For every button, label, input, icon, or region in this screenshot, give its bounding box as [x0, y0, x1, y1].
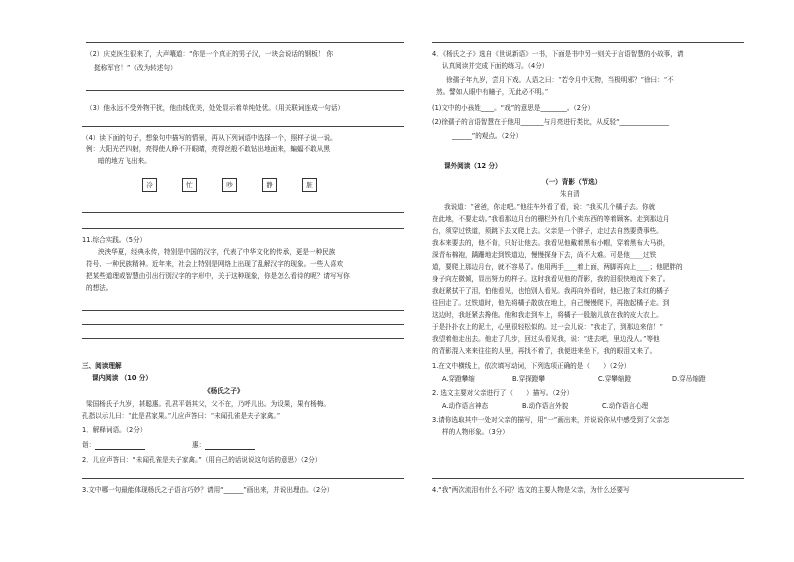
- article-line: 深青布棉袍，蹒跚地走到铁道边，慢慢探身下去，尚不大难。可是他____过铁: [432, 251, 657, 259]
- article-line: 身子向左微倾，显出努力的样子。这时我看见他的背影，我的泪很快地流下来了。: [432, 275, 670, 283]
- exercise-1-item: [192, 441, 255, 450]
- article-author: 朱自清: [560, 190, 580, 198]
- question-11: 11.综合实践。（5分）: [82, 236, 147, 244]
- answer-blank[interactable]: [95, 449, 145, 450]
- answer-line: [82, 212, 404, 213]
- question-r4-cont: 认真阅读并完成下面的练习。（4分）: [442, 62, 549, 70]
- passage-line: 梁国杨氏子九岁，甚聪惠。孔君平诣其父，父不在，乃呼儿出。为设果，果有杨梅。: [86, 400, 330, 408]
- exercise-1-label: 诣：: [82, 441, 96, 449]
- option-a[interactable]: A.穿蹬攀缩: [442, 375, 475, 383]
- answer-line: [82, 126, 404, 127]
- question-4: （4）读下面的句子，想象句中描写的情景，再从下列词语中选择一个，照样子说一说。: [82, 134, 337, 142]
- question-3: （3）他永远不受外物干扰，他由线优美，处处显示着单纯处优。（用关联词连成一句话）: [86, 104, 345, 112]
- passage-title: 《杨氏之子》: [204, 387, 244, 395]
- answer-line: [82, 310, 404, 311]
- answer-line: [432, 42, 744, 43]
- in-class-reading-heading: 课内阅读 （10 分）: [92, 374, 152, 382]
- q11-paragraph: 符号、一种民族精神。近年来，社会上特别是网络上出现了乱解汉字的现象。一些人喜欢: [86, 260, 344, 268]
- article-line: 我本来要去的，他不肯，只好让他去。我看见他戴着黑布小帽，穿着黑布大马褂，: [432, 239, 670, 247]
- question-4-example: 例：大阳光芒四射，亮得使人睁不开眼睛，亮得丝般不敢钻出地面来，蝙蝠不敢从黑: [86, 145, 330, 153]
- exercise-3: 3.文中哪一句最能体现杨氏之子语言巧妙？请用“______”画出来，并说出理由。（2分）: [82, 486, 334, 494]
- article-line: 这边时，我赶紧去搀他。他和我走到车上，将橘子一股脑儿放在我的皮大衣上。: [432, 311, 663, 319]
- q11-paragraph: 把某些道理或智慧由引出行别汉字的字形中，关于这种现象，你是怎么看待的呢？请写写你: [86, 272, 350, 280]
- article-question-1: 1.在文中横线上，依次填写动词，下列选项正确的是（ ）（2分）: [432, 362, 631, 370]
- extra-reading-heading: 课外阅读（12 分）: [444, 162, 502, 170]
- question-2: （2）庆克医生很来了，大声嚷道：“你是一个真正的男子汉，一块会说话的钢板！ 你: [86, 50, 334, 58]
- article-line: 台，须穿过铁道，须跳下去又爬上去。父亲是一个胖子，走过去自然要费事些。: [432, 227, 663, 235]
- section-3-heading: 三、阅读理解: [82, 362, 122, 370]
- answer-line: [82, 324, 404, 325]
- option-a[interactable]: A.动作语言神态: [442, 402, 489, 410]
- exercise-1-label: 惠：: [192, 441, 206, 449]
- option-d[interactable]: D.穿吊缩蹬: [672, 375, 706, 383]
- answer-line: [82, 478, 404, 479]
- article-line: 于是扑扑衣上的泥土，心里很轻松似的。过一会儿说：“我走了，到那边来信！”: [432, 323, 663, 331]
- answer-blank[interactable]: [205, 449, 255, 450]
- article-line: 道，要爬上那边月台，就不容易了。他用两手____着上面，两脚再向上____；他肥胖的: [432, 263, 683, 271]
- q11-paragraph: 的想法。: [86, 284, 113, 292]
- story-line: 然。譬如人眼中有瞳子，无此必不明。”: [436, 88, 549, 96]
- article-line: 往回走了。过铁道时，他先将橘子散放在地上，自己慢慢爬下，再抱起橘子走。到: [432, 299, 670, 307]
- option-c[interactable]: C.动作语言心理: [602, 402, 649, 410]
- question-2-cont: 挺称军官！”（改为转述句）: [94, 64, 177, 72]
- question-4-example-cont: 暗的地方飞出来。: [98, 157, 151, 165]
- word-box: 吵: [222, 178, 237, 192]
- story-line: 徐孺子年九岁，尝月下戏。人语之曰：“若令月中无物，当极明邪？”徐曰：“不: [446, 76, 674, 84]
- passage-line: 孔指以示儿曰：“此是君家果。”儿应声答曰：“未闻孔雀是夫子家禽。”: [82, 412, 281, 420]
- article-question-3-cont: 样的人物形象。（3分）: [442, 428, 509, 436]
- exercise-2: 2．儿应声答曰：“未闻孔雀是夫子家禽。”（用自己的话说说这句话的意思）（2分）: [82, 456, 322, 464]
- answer-line: [82, 338, 404, 339]
- answer-line: [86, 42, 404, 43]
- article-question-4: 4.“我”两次流泪有什么不同？选文的主要人物是父亲，为什么还要写: [432, 486, 630, 494]
- word-box: 冷: [142, 178, 157, 192]
- option-b[interactable]: B.动作语言外貌: [522, 402, 569, 410]
- option-b[interactable]: B.穿探蹬攀: [512, 375, 545, 383]
- word-box: 忙: [182, 178, 197, 192]
- question-r4: 4．《杨氏之子》选自《世说新语》一书，下面是书中另一则关于言语智慧的小故事，请: [432, 50, 684, 58]
- question-r4-1: (1)文中的小孩姓____。“戏”的意思是________。（2分）: [432, 104, 595, 112]
- article-title: （一）背影（节选）: [542, 178, 602, 186]
- exercise-1: 1．解释词语。（2分）: [82, 426, 147, 434]
- article-question-3: 3.请你选取其中一处对父亲的描写，用“一”画出来，并说说你从中感受到了父亲怎: [432, 416, 670, 424]
- question-r4-2-cont: ______”的观点。（2分）: [452, 132, 523, 140]
- question-r4-2: (2)徐孺子的言语智慧在于他用_______与月亮进行类比，从反驳“_______________: [432, 118, 669, 126]
- q11-paragraph: 泱泱华夏，经典永传，特别是中国的汉字，代表了中华文化的传承，更是一种民族: [98, 248, 336, 256]
- answer-line: [432, 478, 744, 479]
- article-line: 我说道：“爸爸，你走吧。”他往车外看了看，说：“我买几个橘子去。你就: [444, 203, 656, 211]
- word-box: 静: [262, 178, 277, 192]
- article-line: 在此地，不要走动。”我看那边月台的栅栏外有几个卖东西的等着顾客。走到那边月: [432, 215, 670, 223]
- answer-line: [86, 90, 404, 91]
- article-line: 我赶紧拭干了泪，怕他看见，也怕别人看见。我再向外看时，他已抱了朱红的橘子: [432, 287, 670, 295]
- article-line: 的背影混入来来往往的人里，再找不着了，我便进来坐下，我的眼泪又来了。: [432, 347, 657, 355]
- exercise-1-item: [82, 441, 145, 450]
- article-question-2: 2. 选文主要对父亲进行了（ ）描写。（2分）: [432, 389, 574, 397]
- word-box: 脏: [302, 178, 317, 192]
- option-c[interactable]: C.穿攀缩蹬: [598, 375, 632, 383]
- article-line: 我望着他走出去。他走了几步，回过头看见我，说：“进去吧，里边没人。”等他: [432, 335, 660, 343]
- answer-line: [82, 228, 404, 229]
